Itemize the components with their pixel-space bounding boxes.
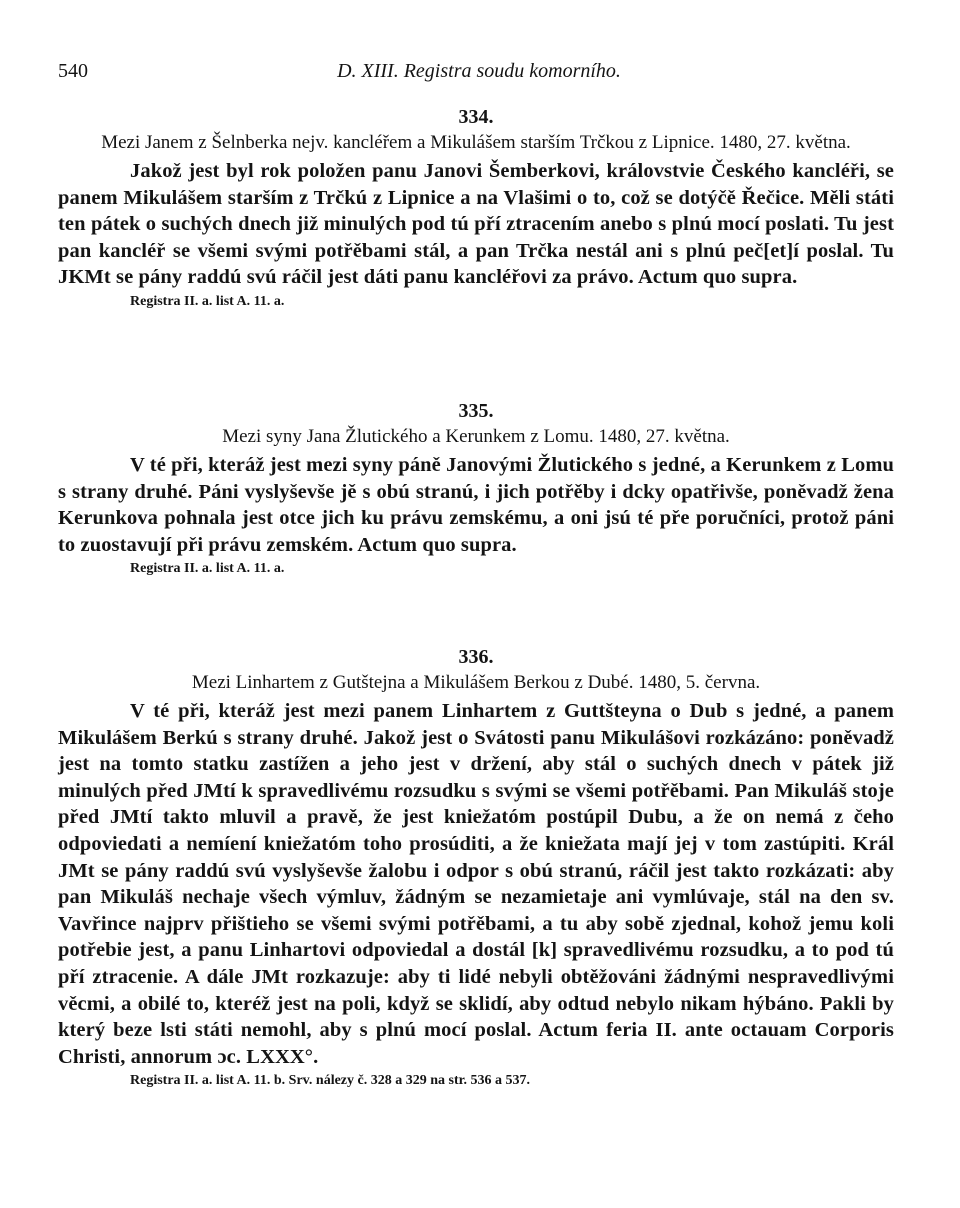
- entry-number: 335.: [458, 400, 494, 422]
- page-header: [58, 60, 900, 90]
- entry-number: 334.: [458, 106, 494, 128]
- running-head: D. XIII. Registra soudu komorního.: [337, 60, 621, 82]
- entry-heading: Mezi syny Jana Žlutického a Kerunkem z Lomu. 1480, 27. května.: [222, 426, 730, 447]
- entry-334: [58, 104, 894, 311]
- source-note: Registra II. a. list A. 11. a.: [130, 293, 285, 309]
- entry-336: [58, 644, 894, 1090]
- source-note: Registra II. a. list A. 11. b. Srv. nálezy č. 328 a 329 na str. 536 a 537.: [130, 1073, 531, 1089]
- entry-body: Jakož jest byl rok položen panu Janovi Šemberkovi, královstvie Českého kancléři, se panem Mikulášem starším z Trčkú z Lipnice a na Vlašimi o to, což se dotýčě Řečice. Měli státi ten pátek o suchých dnech již minulých pod tú pří ztracením anebo s plnú mocí poslati. Tu jest pan kancléř se všemi svými potřěbami stál, a pan Trčka nestál ani s plnú peč[et]í poslal. Tu JKMt se pány raddú svú ráčil jest dáti panu kancléřovi za právo. Actum quo supra.: [58, 160, 894, 289]
- source-note: Registra II. a. list A. 11. a.: [130, 561, 285, 577]
- page-number: 540: [58, 60, 88, 82]
- entry-body: V té při, kteráž jest mezi panem Linhartem z Guttšteyna o Dub s jedné, a panem Mikulášem Berkú s strany druhé. Jakož jest o Svátosti panu Mikulášovi rozkázáno: poněvadž jest na tomto statku zastížen a jeho jest v držení, aby stál o suchých dnech v pátek již minulých před JMtí k spravedlivému rozsudku s svými se všemi potřěbami. Pan Mikuláš stoje před JMtí takto mluvil a pravě, že jest kniežatóm postúpil Dubu, a že on nemá z čeho odpoviedati a nemíení kniežatóm toho prosúditi, a že kniežata mají jej v tom zastúpiti. Král JMt se pány raddú svú vyslyševše žalobu i odpor s obú stranú, ráčil jest takto rozkázati: aby pan Mikuláš nechaje všech výmluv, žádným se nezamietaje ani vymlúvaje, stál na den sv. Vavřince najprv přištieho se všemi svými potřěbami, a tu aby sobě zjednal, kohož jemu koli potřebie jest, a panu Linhartovi odpoviedal a dostál [k] spravedlivému rozsudku, a to pod tú pří ztracenie. A dále JMt rozkazuje: aby ti lidé nebyli obtěžováni žádnými nespravedlivými věcmi, a obilé to, kteréž jest na poli, když se sklidí, aby odtud nebylo nikam hýbáno. Pakli by který beze lsti státi nemohl, aby s plnú mocí poslal. Actum feria II. ante octauam Corporis Christi, annorum ɔc. LXXX°.: [58, 700, 894, 1068]
- entry-335: [58, 398, 894, 578]
- entry-number: 336.: [458, 646, 494, 668]
- entry-body: V té při, kteráž jest mezi syny páně Janovými Žlutického s jedné, a Kerunkem z Lomu s strany druhé. Páni vyslyševše jě s obú stranú, i jich potřěby i dcky opatřivše, poněvadž žena Kerunkova pohnala jest otce jich ku právu zemskému, a oni jsú té pře poručníci, protož páni to zuostavují při právu zemském. Actum quo supra.: [58, 454, 894, 556]
- entry-heading: Mezi Linhartem z Gutštejna a Mikulášem Berkou z Dubé. 1480, 5. června.: [191, 672, 761, 693]
- entry-heading: Mezi Janem z Šelnberka nejv. kancléřem a Mikulášem starším Trčkou z Lipnice. 1480, 27. května.: [101, 132, 851, 153]
